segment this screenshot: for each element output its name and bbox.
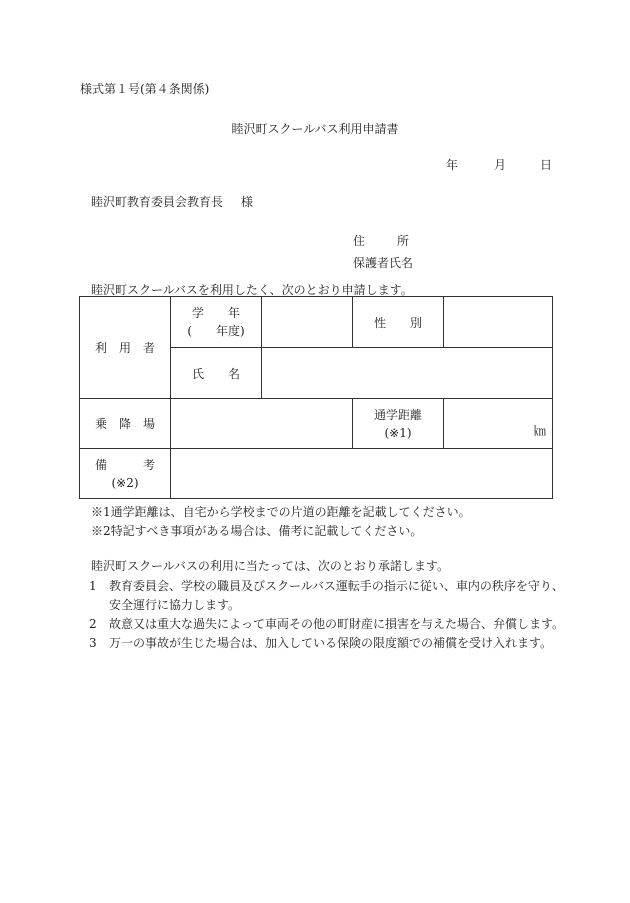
grade-label: 学 年 xyxy=(191,306,240,320)
remarks-note: (※2) xyxy=(111,475,139,490)
grade-value-cell[interactable] xyxy=(262,297,353,348)
commute-distance-note: (※1) xyxy=(384,425,412,440)
ack-item-3 xyxy=(89,634,552,651)
address-label xyxy=(353,232,409,249)
distance-unit: ㎞ xyxy=(533,424,546,438)
date-year-label: 年 xyxy=(446,158,459,172)
stop-label-cell xyxy=(80,399,171,449)
student-name-label: 氏 名 xyxy=(191,366,240,381)
address-label-a: 住 xyxy=(353,234,366,248)
boarding-stop-label: 乗 降 場 xyxy=(94,417,155,431)
note-distance: ※1通学距離は、自宅から学校までの片道の距離を記載してください。 xyxy=(91,505,471,519)
date-day-label: 日 xyxy=(540,158,553,172)
application-table xyxy=(79,296,553,499)
distance-value-cell[interactable] xyxy=(444,399,553,449)
ack-item-number: 1 xyxy=(89,579,97,593)
note-remarks: ※2特記すべき事項がある場合は、備考に記載してください。 xyxy=(91,524,423,538)
remarks-label: 備 考 xyxy=(94,457,155,472)
ack-item-1-continued xyxy=(89,596,240,613)
ack-item-number: 3 xyxy=(89,636,97,650)
gender-label: 性 別 xyxy=(373,315,422,330)
gender-value-cell[interactable] xyxy=(444,297,553,348)
grade-label-cell xyxy=(171,297,262,348)
ack-item-number: 2 xyxy=(89,617,97,631)
recipient-honorific: 様 xyxy=(241,195,254,209)
document-title: 睦沢町スクールバス利用申請書 xyxy=(231,122,399,136)
ack-item-text: 故意又は重大な過失によって車両その他の町財産に損害を与えた場合、弁償します。 xyxy=(109,617,565,631)
ack-item-text: 安全運行に協力します。 xyxy=(109,598,241,612)
address-label-b: 所 xyxy=(397,234,410,248)
date-month-label: 月 xyxy=(494,158,507,172)
recipient-name: 睦沢町教育委員会教育長 xyxy=(91,195,224,209)
remarks-value-cell[interactable] xyxy=(171,449,553,499)
application-intro: 睦沢町スクールバスを利用したく、次のとおり申請します。 xyxy=(91,283,413,297)
name-label-cell xyxy=(171,348,262,399)
gender-label-cell xyxy=(353,297,444,348)
student-name-value-cell[interactable] xyxy=(262,348,553,399)
ack-item-text: 教育委員会、学校の職員及びスクールバス運転手の指示に従い、車内の秩序を守り、 xyxy=(109,579,564,593)
form-number: 様式第１号(第４条関係) xyxy=(80,82,210,96)
commute-distance-label: 通学距離 xyxy=(373,407,422,422)
remarks-label-cell xyxy=(80,449,171,499)
fiscal-year-label: ( 年度) xyxy=(187,324,245,338)
recipient-line xyxy=(91,193,253,210)
ack-item-text: 万一の事故が生じた場合は、加入している保険の限度額での補償を受け入れます。 xyxy=(109,636,553,650)
ack-item-2 xyxy=(89,615,564,632)
acknowledgement-intro: 睦沢町スクールバスの利用に当たっては、次のとおり承諾します。 xyxy=(91,559,449,573)
boarding-stop-value-cell[interactable] xyxy=(171,399,353,449)
guardian-name-label: 保護者氏名 xyxy=(353,256,414,270)
user-label: 利 用 者 xyxy=(94,341,155,355)
user-label-cell xyxy=(80,297,171,399)
ack-item-1 xyxy=(89,577,564,594)
distance-label-cell xyxy=(353,399,444,449)
